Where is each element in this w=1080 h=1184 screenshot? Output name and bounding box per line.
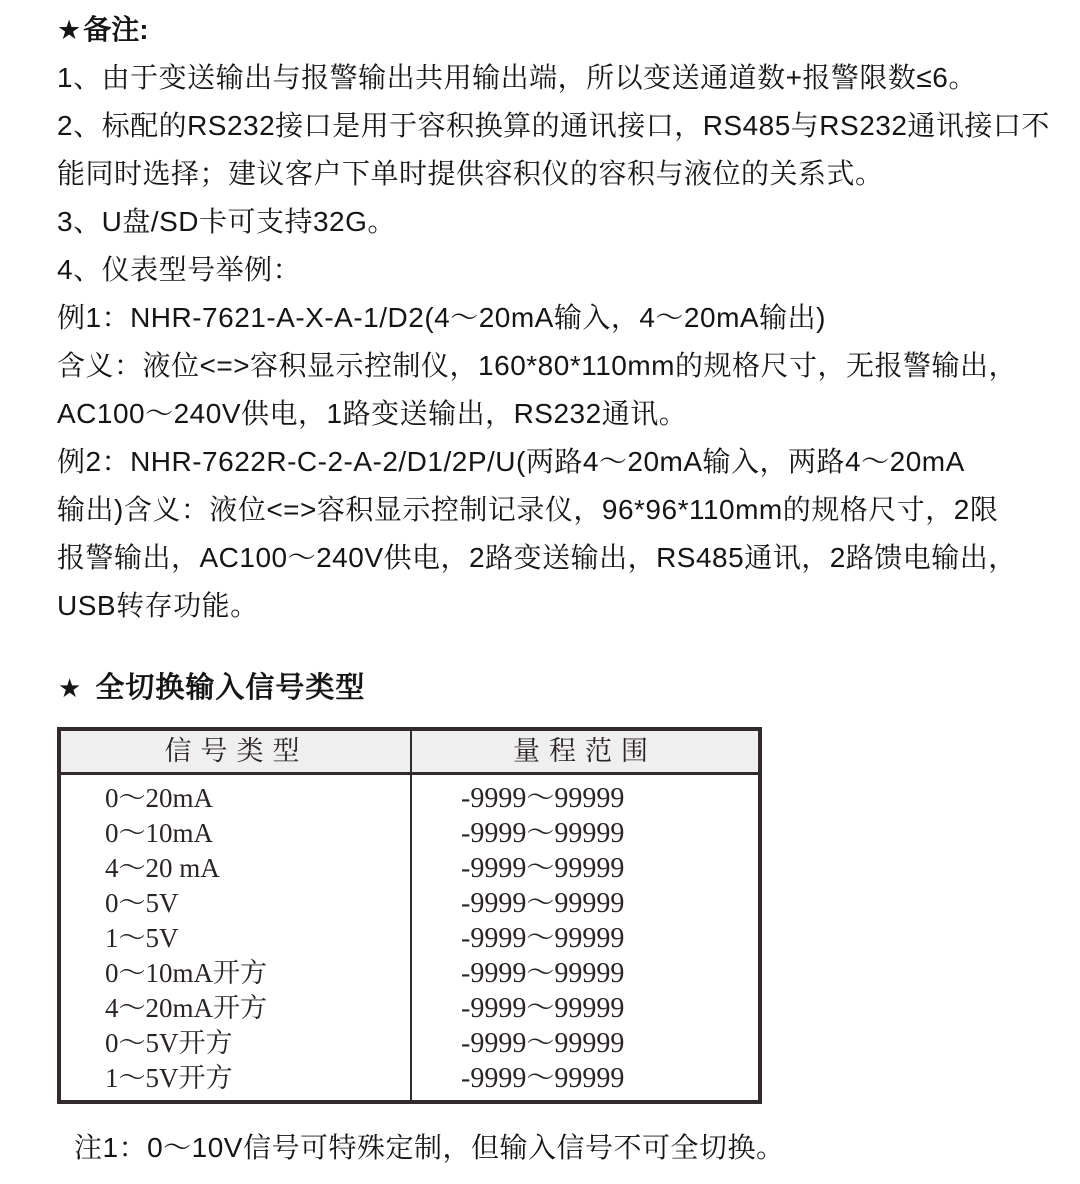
note-line: 输出)含义：液位<=>容积显示控制记录仪，96*96*110mm的规格尺寸，2限 [57,494,999,525]
notes-title: 备注: [83,14,149,45]
note-line: 例2：NHR-7622R-C-2-A-2/D1/2P/U(两路4～20mA输入，两路4～20mA [57,446,965,477]
cell-signal-type: 0～5V [105,888,179,918]
cell-signal-type: 0～5V开方 [105,1028,233,1058]
cell-range: -9999～99999 [461,992,625,1024]
signal-section-heading [58,664,365,712]
cell-range: -9999～99999 [461,1062,625,1094]
signal-section-title: 全切换输入信号类型 [95,672,366,704]
notes-title-line [57,6,1050,54]
cell-signal-type: 1～5V [105,923,179,953]
notes-section [57,6,1050,630]
cell-range: -9999～99999 [461,957,625,989]
star-icon: ★ [58,673,83,703]
note-line: 含义：液位<=>容积显示控制仪，160*80*110mm的规格尺寸，无报警输出， [57,350,1017,381]
note-line: 例1：NHR-7621-A-X-A-1/D2(4～20mA输入，4～20mA输出) [57,302,826,333]
cell-range: -9999～99999 [461,782,625,814]
cell-range: -9999～99999 [461,852,625,884]
note-line: 2、标配的RS232接口是用于容积换算的通讯接口，RS485与RS232通讯接口不 [57,110,1050,141]
cell-signal-type: 0～10mA开方 [105,958,267,988]
note-line: 能同时选择；建议客户下单时提供容积仪的容积与液位的关系式。 [57,158,884,189]
note-line: 4、仪表型号举例： [57,254,302,285]
cell-range: -9999～99999 [461,922,625,954]
header-cell-range: 量程范围 [513,736,657,766]
cell-signal-type: 0～20mA [105,783,213,813]
cell-range: -9999～99999 [461,1027,625,1059]
note-line: AC100～240V供电，1路变送输出，RS232通讯。 [57,398,688,429]
cell-range: -9999～99999 [461,887,625,919]
note-line: USB转存功能。 [57,590,259,621]
cell-signal-type: 1～5V开方 [105,1063,233,1093]
header-cell-signal-type: 信号类型 [164,736,309,766]
note-line: 报警输出，AC100～240V供电，2路变送输出，RS485通讯，2路馈电输出， [57,542,1017,573]
star-icon: ★ [57,15,82,45]
cell-signal-type: 0～10mA [105,818,213,848]
note-line: 3、U盘/SD卡可支持32G。 [57,206,396,237]
cell-signal-type: 4～20 mA [105,853,220,883]
note-line: 1、由于变送输出与报警输出共用输出端，所以变送通道数+报警限数≤6。 [57,62,977,93]
signal-table [57,727,762,1104]
cell-signal-type: 4～20mA开方 [105,993,267,1023]
table-column-divider [410,731,412,1100]
cell-range: -9999～99999 [461,817,625,849]
table-footnote: 注1：0～10V信号可特殊定制，但输入信号不可全切换。 [74,1132,785,1163]
